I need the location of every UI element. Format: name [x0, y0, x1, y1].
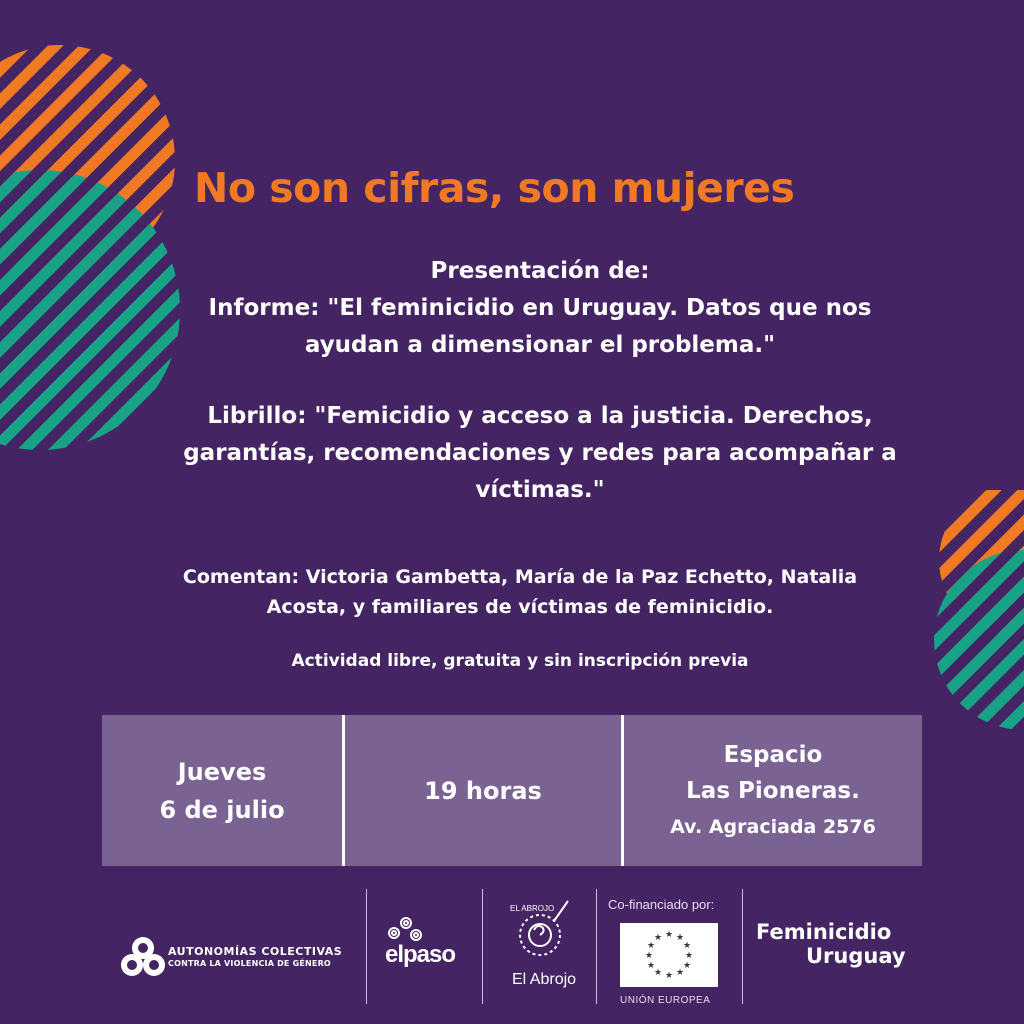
autonomias-colectivas-text [168, 945, 342, 968]
place-line: Espacio [723, 741, 823, 768]
svg-text:★: ★ [675, 968, 685, 978]
svg-text:★: ★ [682, 961, 692, 971]
intro-line: Informe: "El feminicidio en Uruguay. Datos que nos [208, 295, 872, 321]
place-address: Av. Agraciada 2576 [670, 815, 876, 838]
event-place [624, 715, 922, 866]
logo-separator [596, 889, 597, 1004]
svg-text:★: ★ [653, 933, 663, 943]
feminicidio-line1: Feminicidio [756, 920, 892, 944]
eu-flag [620, 923, 718, 987]
librillo-line: víctimas." [475, 477, 605, 503]
event-date-text: 6 de julio [159, 795, 285, 824]
abrojo-arc-text: EL ABROJO [510, 904, 555, 913]
logo-separator [366, 889, 367, 1004]
svg-text:★: ★ [684, 951, 694, 961]
librillo-line: garantías, recomendaciones y redes para acompañar a [183, 440, 897, 466]
logo-separator [482, 889, 483, 1004]
place-line: Las Pioneras. [686, 777, 860, 804]
svg-text:★: ★ [675, 933, 685, 943]
commentators-line: Comentan: Victoria Gambetta, María de la Paz Echetto, Natalia [182, 566, 858, 588]
svg-text:★: ★ [664, 930, 674, 940]
svg-text:★: ★ [646, 961, 656, 971]
librillo-line: Librillo: "Femicidio y acceso a la justicia. Derechos, [207, 403, 873, 429]
logo-separator [742, 889, 743, 1004]
event-day: Jueves [177, 757, 267, 786]
svg-text:★: ★ [664, 971, 674, 981]
feminicidio-uruguay-logo [756, 920, 906, 968]
intro-line: ayudan a dimensionar el problema." [304, 332, 776, 358]
elpaso-spiral-icon [386, 915, 426, 943]
event-date [102, 715, 342, 866]
svg-text:★: ★ [646, 941, 656, 951]
activity-note: Actividad libre, gratuita y sin inscripción previa [291, 651, 749, 671]
el-abrojo-logo [504, 895, 576, 967]
el-abrojo-text: El Abrojo [512, 971, 577, 988]
autonomias-line2: CONTRA LA VIOLENCIA DE GÉNERO [168, 959, 331, 968]
event-time-text: 19 horas [424, 776, 542, 805]
event-info-bar [102, 715, 922, 866]
elpaso-logo-text: elpaso [385, 941, 456, 968]
presentation-intro [140, 253, 940, 364]
svg-text:★: ★ [653, 968, 663, 978]
eu-label: UNIÓN EUROPEA [620, 995, 711, 1006]
feminicidio-line2: Uruguay [806, 944, 906, 968]
svg-text:★: ★ [644, 951, 654, 961]
cofinanced-label: Co-financiado por: [608, 897, 715, 912]
intro-line: Presentación de: [430, 258, 650, 284]
autonomias-line1: AUTONOMÍAS COLECTIVAS [168, 945, 343, 958]
commentators-line: Acosta, y familiares de víctimas de feminicidio. [266, 596, 774, 618]
commentators [110, 562, 930, 622]
sponsor-logos [0, 885, 1024, 1010]
librillo-description [140, 398, 940, 509]
autonomias-colectivas-logo [120, 933, 166, 979]
page-title: No son cifras, son mujeres [194, 164, 795, 212]
striped-circles-right-decoration [924, 490, 1024, 740]
svg-text:★: ★ [682, 941, 692, 951]
event-time [345, 715, 621, 866]
eu-stars-icon [620, 923, 718, 987]
